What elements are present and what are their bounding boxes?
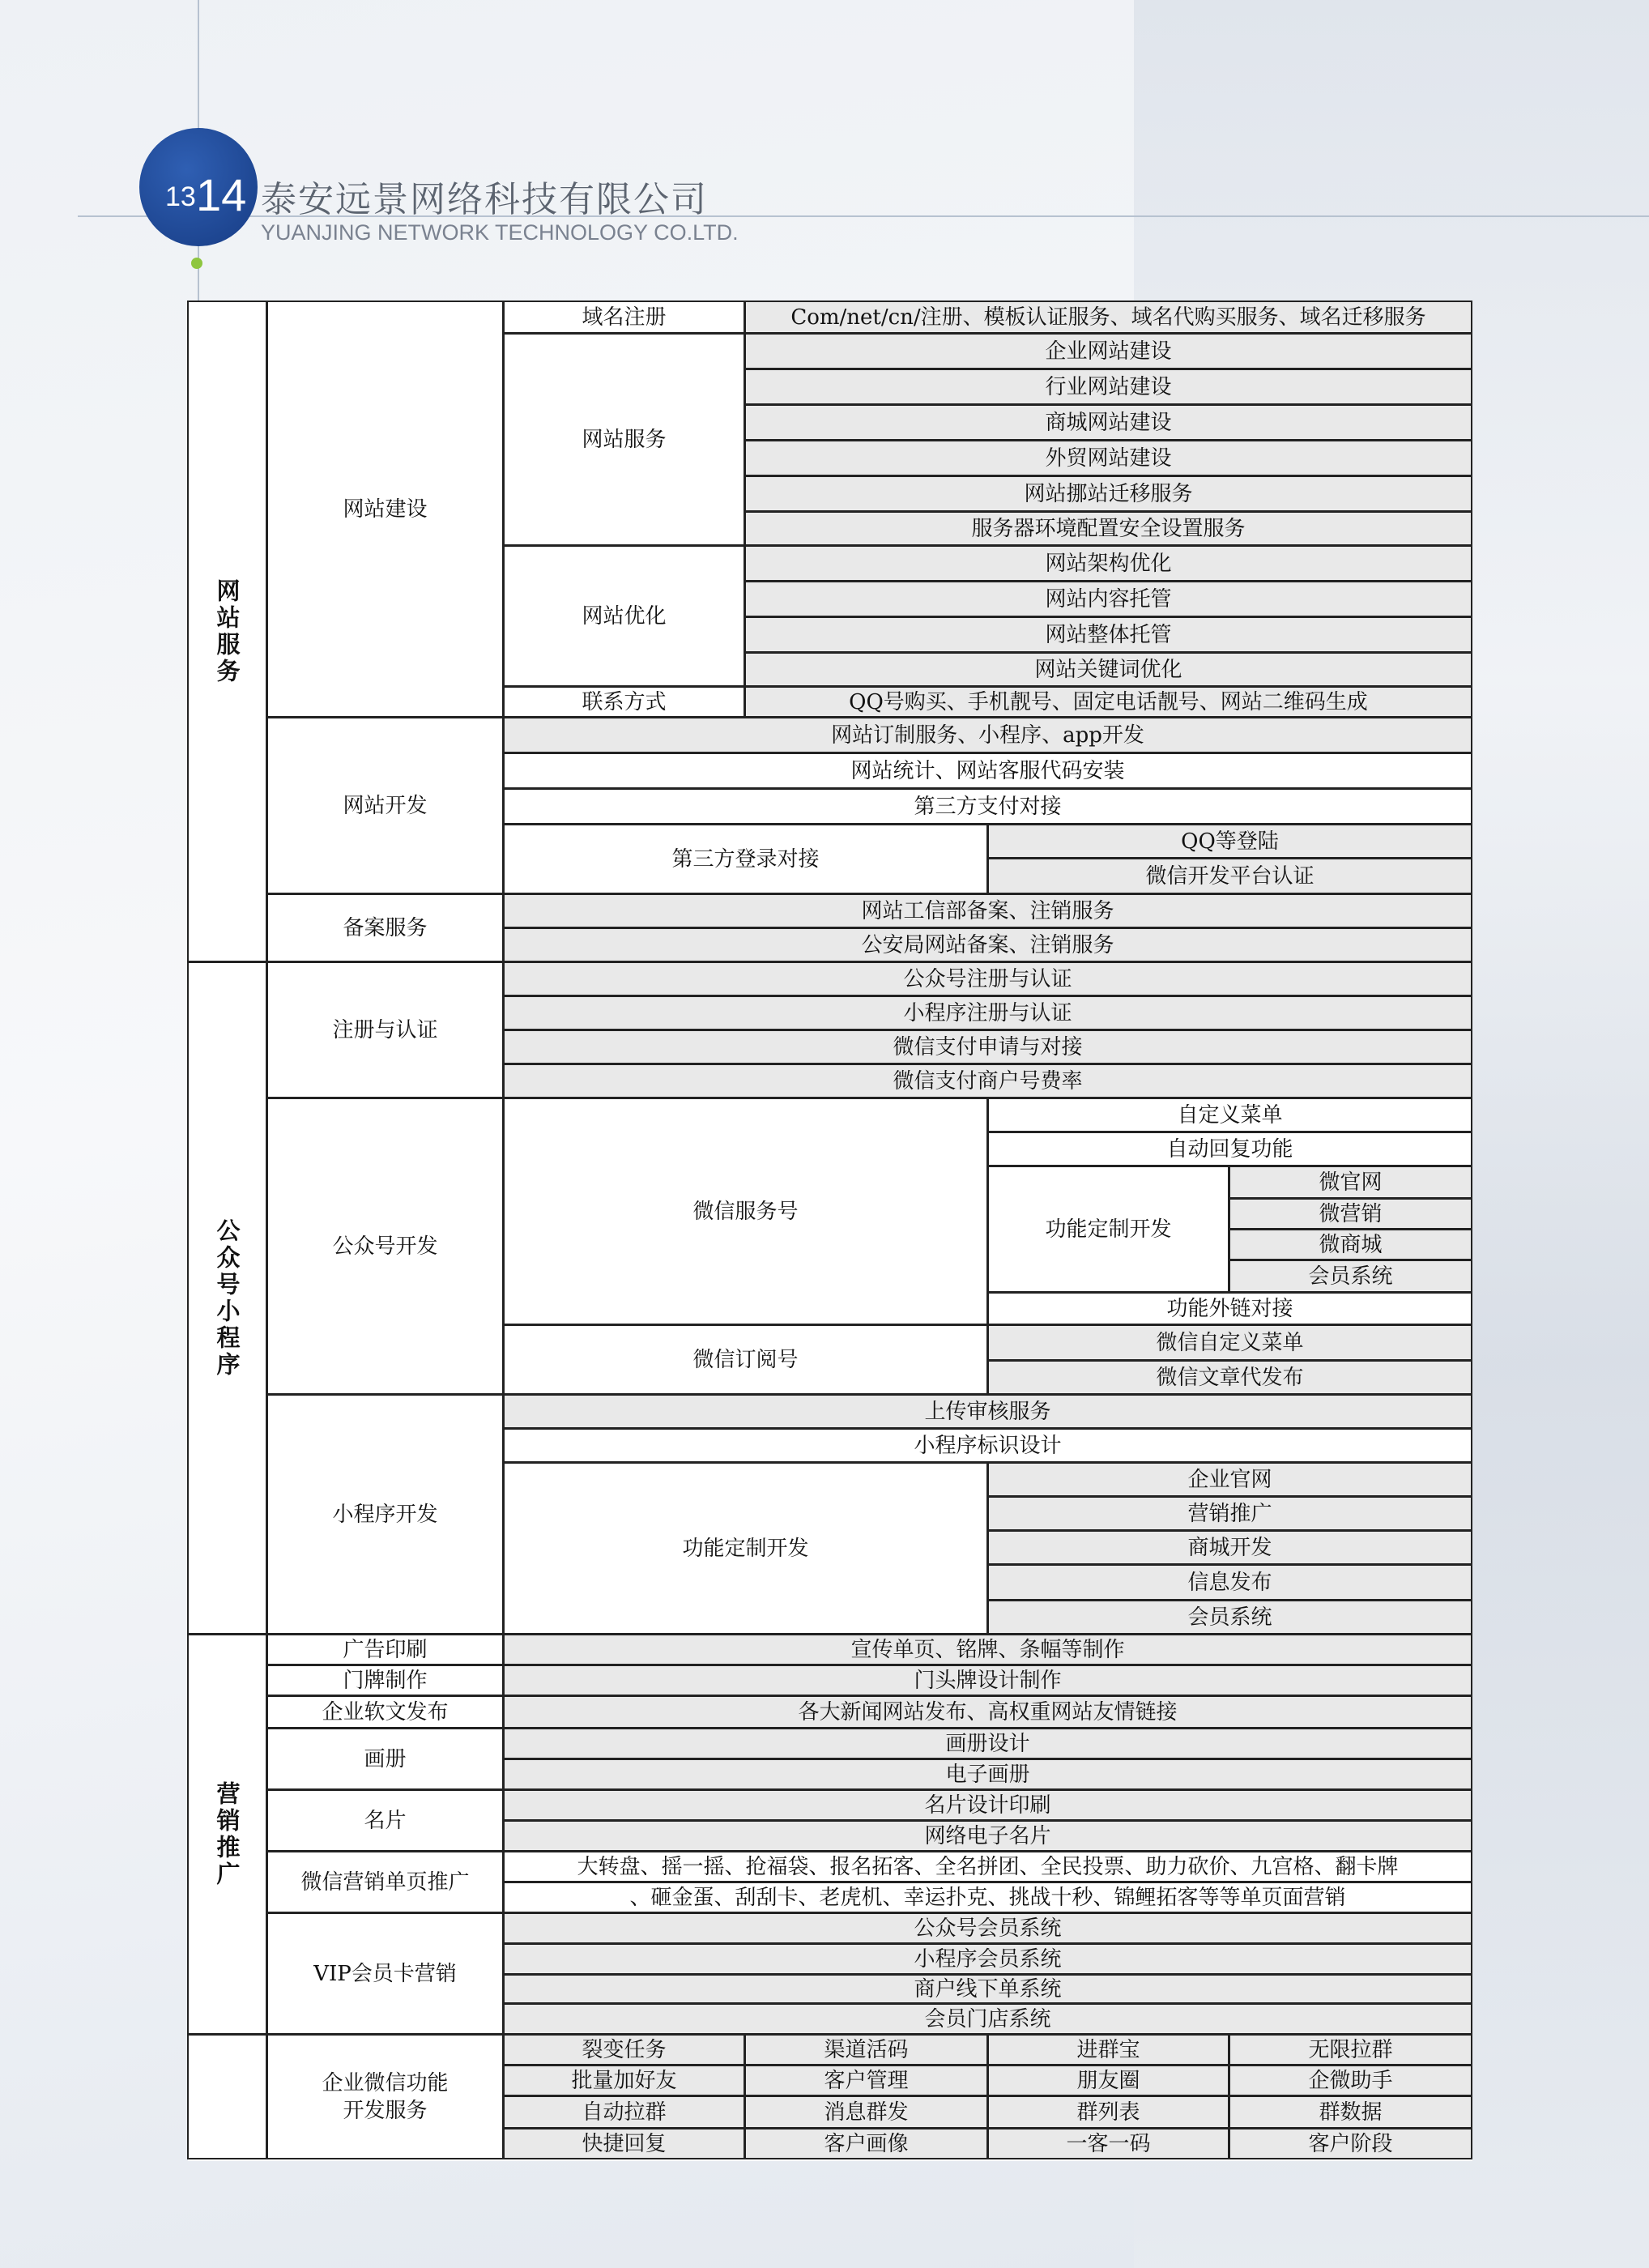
detail-third-party-login-text: 微信开发平台认证 bbox=[1145, 863, 1315, 889]
detail-miniprogram-custom bbox=[987, 1496, 1472, 1531]
detail-marketing bbox=[503, 1943, 1472, 1975]
enterprise-wechat-feature bbox=[987, 2095, 1229, 2129]
detail-website-service-text: 企业网站建设 bbox=[1045, 339, 1172, 364]
category-marketing bbox=[187, 1634, 267, 2035]
group-marketing-3-text: 画册 bbox=[364, 1746, 407, 1771]
detail-subscription-account bbox=[987, 1360, 1472, 1395]
sub-miniprogram-custom bbox=[503, 1462, 988, 1635]
group-miniprogram-dev bbox=[266, 1394, 504, 1635]
detail-website-optimize-text: 网站架构优化 bbox=[1045, 551, 1172, 576]
detail-register-verify bbox=[503, 1030, 1472, 1064]
detail-filing bbox=[503, 893, 1472, 928]
sub-contact bbox=[503, 686, 745, 718]
sub-domain-register bbox=[503, 301, 745, 334]
detail-website-optimize bbox=[744, 616, 1472, 653]
detail-domain bbox=[744, 301, 1472, 334]
sub-contact-text: 联系方式 bbox=[582, 689, 667, 714]
sub-third-party-login bbox=[503, 824, 988, 894]
detail-service-account bbox=[987, 1098, 1472, 1132]
detail-miniprogram-dev-text: 上传审核服务 bbox=[924, 1399, 1051, 1424]
detail-miniprogram-custom-text: 企业官网 bbox=[1187, 1467, 1272, 1492]
group-account-dev bbox=[266, 1098, 504, 1395]
detail-marketing-text: 公众号会员系统 bbox=[914, 1916, 1062, 1941]
detail-miniprogram-dev bbox=[503, 1394, 1472, 1429]
sub-miniprogram-custom-text: 功能定制开发 bbox=[682, 1536, 809, 1561]
group-marketing-4-text: 名片 bbox=[364, 1808, 407, 1833]
detail-miniprogram-dev-text: 小程序标识设计 bbox=[914, 1433, 1062, 1458]
detail-website-service-text: 商城网站建设 bbox=[1045, 410, 1172, 435]
group-enterprise-wechat-text: 开发服务 bbox=[343, 2098, 428, 2123]
enterprise-wechat-feature-text: 裂变任务 bbox=[582, 2037, 667, 2062]
enterprise-wechat-feature bbox=[987, 2128, 1229, 2159]
detail-marketing bbox=[503, 1820, 1472, 1852]
detail-register-verify-text: 公众号注册与认证 bbox=[903, 966, 1072, 991]
enterprise-wechat-feature-text: 群列表 bbox=[1076, 2100, 1140, 2125]
detail-website-optimize-text: 网站关键词优化 bbox=[1034, 657, 1182, 682]
enterprise-wechat-feature-text: 客户阶段 bbox=[1308, 2131, 1393, 2156]
group-miniprogram-dev-text: 小程序开发 bbox=[332, 1502, 438, 1527]
group-enterprise-wechat bbox=[266, 2034, 504, 2159]
detail-third-party-login bbox=[987, 824, 1472, 859]
detail-subscription-account-text: 微信自定义菜单 bbox=[1156, 1330, 1304, 1355]
detail-service-account bbox=[987, 1132, 1472, 1166]
enterprise-wechat-feature-text: 渠道活码 bbox=[824, 2037, 909, 2062]
detail-custom-dev bbox=[1229, 1229, 1472, 1260]
detail-miniprogram-custom-text: 会员系统 bbox=[1187, 1605, 1272, 1630]
detail-marketing-text: 宣传单页、铭牌、条幅等制作 bbox=[850, 1637, 1125, 1662]
group-website-dev-text: 网站开发 bbox=[343, 793, 428, 818]
accent-dot bbox=[191, 258, 202, 269]
detail-filing-text: 网站工信部备案、注销服务 bbox=[861, 898, 1114, 923]
detail-marketing bbox=[503, 1912, 1472, 1944]
enterprise-wechat-feature bbox=[1229, 2065, 1472, 2096]
group-marketing-0-text: 广告印刷 bbox=[343, 1637, 428, 1662]
enterprise-wechat-feature-text: 客户画像 bbox=[824, 2131, 909, 2156]
detail-service-account-text: 功能外链对接 bbox=[1166, 1296, 1293, 1321]
group-website-build-text: 网站建设 bbox=[343, 497, 428, 522]
detail-custom-dev-text: 微官网 bbox=[1319, 1170, 1383, 1195]
group-marketing-1 bbox=[266, 1665, 504, 1696]
detail-miniprogram-custom-text: 营销推广 bbox=[1187, 1501, 1272, 1526]
detail-website-service-text: 外贸网站建设 bbox=[1045, 446, 1172, 471]
detail-website-dev bbox=[503, 752, 1472, 789]
detail-website-service-text: 网站挪站迁移服务 bbox=[1024, 481, 1193, 506]
detail-marketing bbox=[503, 1882, 1472, 1913]
detail-marketing-text: 名片设计印刷 bbox=[924, 1793, 1051, 1818]
detail-miniprogram-dev bbox=[503, 1428, 1472, 1463]
detail-register-verify-text: 微信支付商户号费率 bbox=[893, 1068, 1083, 1094]
detail-miniprogram-custom bbox=[987, 1530, 1472, 1565]
detail-domain-text: Com/net/cn/注册、模板认证服务、域名代购买服务、域名迁移服务 bbox=[790, 305, 1426, 330]
detail-register-verify bbox=[503, 995, 1472, 1030]
detail-website-service-text: 行业网站建设 bbox=[1045, 374, 1172, 399]
detail-contact-text: QQ号购买、手机靓号、固定电话靓号、网站二维码生成 bbox=[849, 689, 1368, 714]
detail-website-optimize bbox=[744, 545, 1472, 582]
enterprise-wechat-feature bbox=[503, 2034, 745, 2066]
enterprise-wechat-feature bbox=[1229, 2034, 1472, 2066]
enterprise-wechat-feature-text: 消息群发 bbox=[824, 2100, 909, 2125]
detail-marketing-text: 网络电子名片 bbox=[924, 1823, 1051, 1848]
page-number-badge bbox=[139, 128, 258, 246]
detail-service-account-text: 自动回复功能 bbox=[1166, 1136, 1293, 1162]
detail-website-optimize-text: 网站内容托管 bbox=[1045, 586, 1172, 612]
group-marketing-5-text: 微信营销单页推广 bbox=[300, 1869, 470, 1895]
enterprise-wechat-feature bbox=[503, 2128, 745, 2159]
group-marketing-5 bbox=[266, 1851, 504, 1913]
detail-marketing bbox=[503, 2003, 1472, 2035]
category-enterprise-wechat bbox=[187, 2034, 267, 2159]
detail-marketing-text: 门头牌设计制作 bbox=[914, 1668, 1062, 1693]
detail-marketing bbox=[503, 1759, 1472, 1790]
group-enterprise-wechat-text: 企业微信功能 bbox=[322, 2070, 449, 2095]
group-marketing-6 bbox=[266, 1912, 504, 2035]
detail-miniprogram-custom bbox=[987, 1462, 1472, 1497]
sub-service-account-text: 微信服务号 bbox=[692, 1199, 799, 1224]
category-website-service-text: 网站服务 bbox=[213, 578, 241, 685]
group-marketing-4 bbox=[266, 1789, 504, 1852]
detail-register-verify-text: 小程序注册与认证 bbox=[903, 1000, 1072, 1025]
detail-website-service-text: 服务器环境配置安全设置服务 bbox=[971, 516, 1246, 541]
group-website-build bbox=[266, 301, 504, 718]
group-marketing-6-text: VIP会员卡营销 bbox=[313, 1961, 457, 1986]
enterprise-wechat-feature-text: 无限拉群 bbox=[1308, 2037, 1393, 2062]
company-name-en: YUANJING NETWORK TECHNOLOGY CO.LTD. bbox=[261, 220, 739, 245]
detail-miniprogram-custom-text: 商城开发 bbox=[1187, 1535, 1272, 1560]
sub-website-optimize bbox=[503, 545, 745, 687]
detail-marketing bbox=[503, 1665, 1472, 1696]
group-marketing-3 bbox=[266, 1728, 504, 1790]
detail-miniprogram-custom-text: 信息发布 bbox=[1187, 1570, 1272, 1595]
group-filing-service bbox=[266, 893, 504, 962]
detail-service-account-text: 自定义菜单 bbox=[1177, 1102, 1283, 1128]
group-marketing-2-text: 企业软文发布 bbox=[322, 1699, 449, 1724]
detail-custom-dev-text: 微商城 bbox=[1319, 1232, 1383, 1257]
detail-website-service bbox=[744, 369, 1472, 405]
detail-miniprogram-custom bbox=[987, 1600, 1472, 1635]
enterprise-wechat-feature-text: 客户管理 bbox=[824, 2068, 909, 2093]
group-website-dev bbox=[266, 717, 504, 894]
sub-custom-dev bbox=[987, 1166, 1229, 1293]
sub-service-account bbox=[503, 1098, 988, 1325]
enterprise-wechat-feature-text: 一客一码 bbox=[1066, 2131, 1151, 2156]
detail-website-dev bbox=[503, 717, 1472, 753]
detail-marketing bbox=[503, 1695, 1472, 1729]
group-register-verify-text: 注册与认证 bbox=[332, 1017, 438, 1042]
detail-marketing bbox=[503, 1728, 1472, 1759]
detail-filing bbox=[503, 927, 1472, 962]
group-marketing-2 bbox=[266, 1695, 504, 1729]
enterprise-wechat-feature-text: 群数据 bbox=[1319, 2100, 1383, 2125]
detail-marketing-text: 会员门店系统 bbox=[924, 2006, 1051, 2031]
detail-marketing bbox=[503, 1634, 1472, 1665]
category-official-account-text: 公众号小程序 bbox=[213, 1217, 241, 1379]
detail-website-service bbox=[744, 333, 1472, 369]
enterprise-wechat-feature-text: 企微助手 bbox=[1308, 2068, 1393, 2093]
detail-marketing-text: 、砸金蛋、刮刮卡、老虎机、幸运扑克、挑战十秒、锦鲤拓客等等单页面营销 bbox=[629, 1885, 1346, 1910]
enterprise-wechat-feature bbox=[987, 2034, 1229, 2066]
group-marketing-0 bbox=[266, 1634, 504, 1665]
enterprise-wechat-feature bbox=[987, 2065, 1229, 2096]
detail-marketing-text: 大转盘、摇一摇、抢福袋、报名拓客、全名拼团、全民投票、助力砍价、九宫格、翻卡牌 bbox=[577, 1854, 1399, 1879]
page-number-right: 14 bbox=[196, 169, 247, 220]
detail-register-verify bbox=[503, 961, 1472, 996]
detail-marketing bbox=[503, 1789, 1472, 1821]
detail-website-service bbox=[744, 440, 1472, 476]
detail-third-party-login-text: QQ等登陆 bbox=[1181, 829, 1279, 854]
detail-website-optimize bbox=[744, 652, 1472, 687]
enterprise-wechat-feature-text: 自动拉群 bbox=[582, 2100, 667, 2125]
sub-website-optimize-text: 网站优化 bbox=[582, 603, 667, 629]
enterprise-wechat-feature bbox=[1229, 2095, 1472, 2129]
detail-website-optimize-text: 网站整体托管 bbox=[1045, 622, 1172, 647]
detail-marketing bbox=[503, 1974, 1472, 2004]
page-number-left: 13 bbox=[165, 181, 196, 212]
detail-marketing-text: 小程序会员系统 bbox=[914, 1946, 1062, 1972]
detail-website-dev-text: 第三方支付对接 bbox=[914, 794, 1062, 819]
detail-website-optimize bbox=[744, 581, 1472, 617]
detail-custom-dev bbox=[1229, 1198, 1472, 1230]
enterprise-wechat-feature bbox=[744, 2128, 988, 2159]
group-register-verify bbox=[266, 961, 504, 1098]
group-filing-service-text: 备案服务 bbox=[343, 915, 428, 940]
detail-marketing-text: 画册设计 bbox=[945, 1731, 1030, 1756]
enterprise-wechat-feature-text: 批量加好友 bbox=[571, 2068, 677, 2093]
enterprise-wechat-feature-text: 快捷回复 bbox=[582, 2131, 667, 2156]
detail-marketing-text: 商户线下单系统 bbox=[914, 1976, 1062, 2002]
sub-custom-dev-text: 功能定制开发 bbox=[1045, 1217, 1172, 1242]
detail-website-dev-text: 网站订制服务、小程序、app开发 bbox=[831, 723, 1144, 748]
detail-website-service bbox=[744, 511, 1472, 546]
detail-website-service bbox=[744, 475, 1472, 512]
enterprise-wechat-feature bbox=[503, 2065, 745, 2096]
detail-marketing-text: 电子画册 bbox=[945, 1762, 1030, 1787]
detail-custom-dev bbox=[1229, 1260, 1472, 1293]
sub-subscription-account-text: 微信订阅号 bbox=[692, 1347, 799, 1372]
group-account-dev-text: 公众号开发 bbox=[332, 1234, 438, 1259]
detail-register-verify bbox=[503, 1064, 1472, 1098]
group-marketing-1-text: 门牌制作 bbox=[343, 1668, 428, 1693]
enterprise-wechat-feature bbox=[503, 2095, 745, 2129]
sub-third-party-login-text: 第三方登录对接 bbox=[671, 846, 820, 872]
detail-website-dev bbox=[503, 788, 1472, 825]
detail-custom-dev bbox=[1229, 1166, 1472, 1199]
enterprise-wechat-feature-text: 朋友圈 bbox=[1076, 2068, 1140, 2093]
enterprise-wechat-feature bbox=[744, 2095, 988, 2129]
sub-domain-register-text: 域名注册 bbox=[582, 305, 667, 330]
detail-miniprogram-custom bbox=[987, 1564, 1472, 1601]
sub-website-service-text: 网站服务 bbox=[582, 427, 667, 452]
detail-subscription-account bbox=[987, 1324, 1472, 1361]
enterprise-wechat-feature bbox=[744, 2034, 988, 2066]
enterprise-wechat-feature bbox=[1229, 2128, 1472, 2159]
category-website-service bbox=[187, 301, 267, 962]
detail-third-party-login bbox=[987, 858, 1472, 894]
detail-filing-text: 公安局网站备案、注销服务 bbox=[861, 932, 1114, 957]
detail-marketing-text: 各大新闻网站发布、高权重网站友情链接 bbox=[798, 1699, 1178, 1724]
category-official-account bbox=[187, 961, 267, 1635]
company-name: 泰安远景网络科技有限公司 bbox=[261, 179, 708, 220]
sub-website-service bbox=[503, 333, 745, 546]
detail-website-dev-text: 网站统计、网站客服代码安装 bbox=[850, 758, 1125, 783]
category-marketing-text: 营销推广 bbox=[213, 1780, 241, 1888]
detail-subscription-account-text: 微信文章代发布 bbox=[1156, 1365, 1304, 1390]
enterprise-wechat-feature-text: 进群宝 bbox=[1076, 2037, 1140, 2062]
detail-service-account bbox=[987, 1292, 1472, 1325]
detail-contact bbox=[744, 686, 1472, 718]
detail-register-verify-text: 微信支付申请与对接 bbox=[893, 1034, 1083, 1059]
sub-subscription-account bbox=[503, 1324, 988, 1395]
enterprise-wechat-feature bbox=[744, 2065, 988, 2096]
detail-custom-dev-text: 会员系统 bbox=[1308, 1264, 1393, 1289]
service-table bbox=[188, 301, 1472, 2161]
detail-website-service bbox=[744, 404, 1472, 441]
detail-custom-dev-text: 微营销 bbox=[1319, 1201, 1383, 1226]
detail-marketing bbox=[503, 1851, 1472, 1882]
